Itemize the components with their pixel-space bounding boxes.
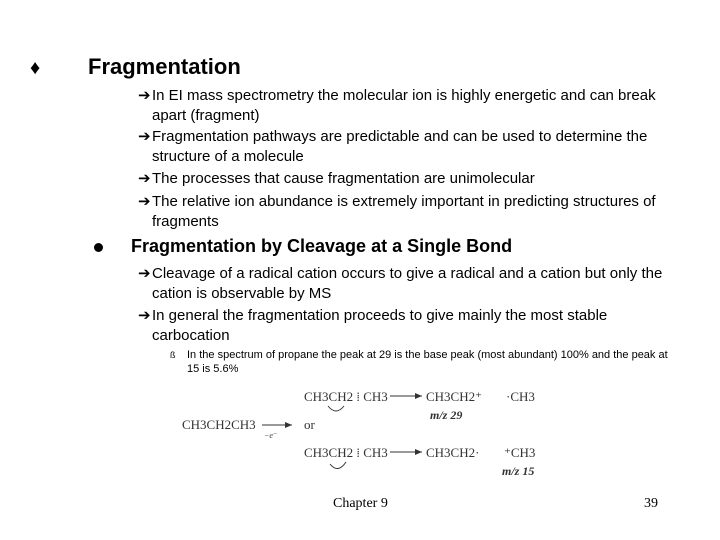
or-label: or (304, 417, 315, 432)
list-item (138, 192, 678, 231)
electron-label: −e⁻ (264, 431, 278, 440)
top-radical: ·CH3 (506, 389, 535, 404)
arrow-bullet-icon: ➔ (138, 170, 151, 187)
point-text: Fragmentation pathways are predictable and can be used to determine the structure of a molecule (152, 128, 648, 165)
arrow-bullet-icon: ➔ (138, 307, 151, 324)
top-mz-label: m/z 29 (430, 408, 463, 422)
note-bullet-icon: ß (170, 350, 176, 360)
top-reactant: CH3CH2 ⁞ CH3 (304, 389, 388, 404)
bottom-product: CH3CH2· (426, 445, 480, 460)
diamond-bullet-icon: ♦ (30, 57, 41, 79)
main-heading (30, 54, 241, 80)
list-item (138, 86, 678, 125)
arrow-bullet-icon: ➔ (138, 265, 151, 282)
point-text: The relative ion abundance is extremely important in predicting structures of fragments (152, 193, 656, 230)
arrow-bullet-icon: ➔ (138, 193, 151, 210)
point-text: The processes that cause fragmentation are unimolecular (152, 170, 535, 187)
bottom-mz-label: m/z 15 (502, 464, 535, 478)
page-number: 39 (644, 496, 658, 511)
reactant-formula: CH3CH2CH3 (182, 417, 256, 432)
arrow-bullet-icon: ➔ (138, 128, 151, 145)
arrow-bullet-icon: ➔ (138, 87, 151, 104)
list-item (138, 264, 678, 303)
chapter-label: Chapter 9 (333, 496, 388, 511)
bottom-cation: ⁺CH3 (504, 445, 536, 460)
note-item (170, 348, 670, 376)
heading-text: Fragmentation (88, 54, 241, 79)
point-text: Cleavage of a radical cation occurs to give a radical and a cation but only the cation is observable by MS (152, 265, 663, 302)
bottom-reactant: CH3CH2 ⁞ CH3 (304, 445, 388, 460)
top-product: CH3CH2⁺ (426, 389, 482, 404)
subheading-text: Fragmentation by Cleavage at a Single Bond (131, 236, 513, 256)
list-item (138, 306, 678, 345)
top-curved-arrow (328, 406, 344, 411)
point-text: In EI mass spectrometry the molecular ion is highly energetic and can break apart (fragment) (152, 87, 656, 124)
fragmentation-scheme (178, 382, 558, 482)
note-text: In the spectrum of propane the peak at 29 is the base peak (most abundant) 100% and the peak at 15 is 5.6% (187, 349, 668, 375)
list-item (138, 127, 678, 166)
list-item (138, 169, 678, 189)
bottom-curved-arrow (330, 462, 346, 469)
round-bullet-icon (94, 243, 103, 252)
point-text: In general the fragmentation proceeds to give mainly the most stable carbocation (152, 307, 608, 344)
